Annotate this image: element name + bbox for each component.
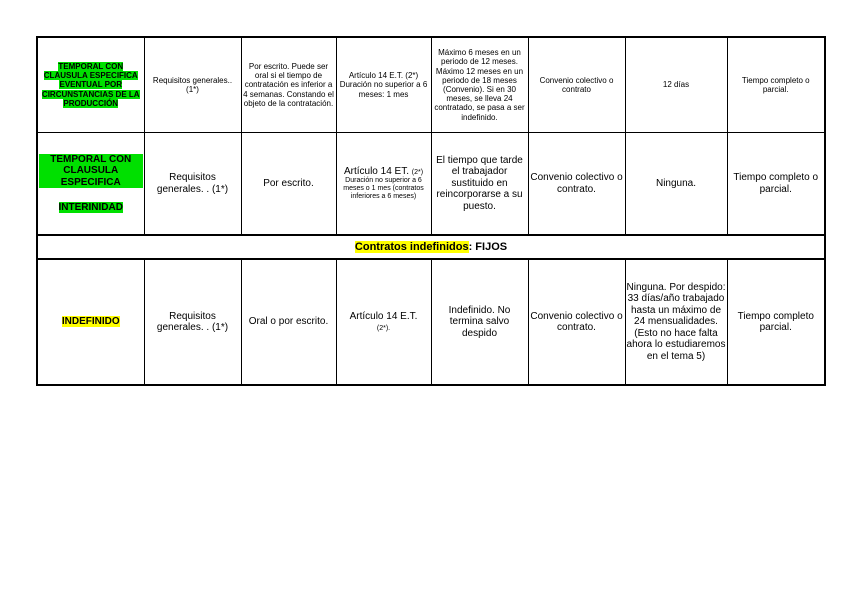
- contract-type-cell: [37, 133, 144, 236]
- contract-type-cell: [37, 37, 144, 133]
- articulo-main: Artículo 14 E.T.: [349, 310, 418, 322]
- convenio-cell: Convenio colectivo o contrato.: [528, 259, 625, 385]
- table-row: [37, 37, 825, 133]
- requisitos-cell: Requisitos generales. . (1*): [144, 133, 241, 236]
- section-highlight: Contratos indefinidos: [354, 240, 469, 253]
- forma-cell: Por escrito. Puede ser oral si el tiempo de contratación es inferior a 4 semanas. Constando el objeto de la contratación.: [241, 37, 336, 133]
- indemnizacion-cell: Ninguna.: [625, 133, 727, 236]
- contracts-table: [36, 36, 826, 386]
- table-row: [37, 259, 825, 385]
- jornada-cell: Tiempo completo o parcial.: [727, 133, 825, 236]
- articulo-note: (2*).: [376, 325, 391, 332]
- convenio-cell: Convenio colectivo o contrato: [528, 37, 625, 133]
- duracion-cell: El tiempo que tarde el trabajador sustituido en reincorporarse a su puesto.: [431, 133, 528, 236]
- contract-type-label: INDEFINIDO: [61, 316, 120, 328]
- convenio-cell: Convenio colectivo o contrato.: [528, 133, 625, 236]
- indemnizacion-cell: 12 días: [625, 37, 727, 133]
- indemnizacion-cell: Ninguna. Por despido: 33 días/año trabajado hasta un máximo de 24 mensualidades. (Esto no hace falta ahora lo estudiaremos en el tema 5): [625, 259, 727, 385]
- contract-type-cell: [37, 259, 144, 385]
- contract-subtype-label: INTERINIDAD: [58, 202, 123, 213]
- contract-type-label: TEMPORAL CON CLAUSULA ESPECIFICA EVENTUAL POR CIRCUNSTANCIAS DE LA PRODUCCIÓN: [41, 62, 140, 108]
- section-rest: : FIJOS: [468, 240, 508, 253]
- articulo-detail: Duración no superior a 6 meses o 1 mes (contratos inferiores a 6 meses): [343, 177, 424, 201]
- requisitos-cell: Requisitos generales.. (1*): [144, 37, 241, 133]
- articulo-cell: Artículo 14 E.T. (2*) Duración no superior a 6 meses: 1 mes: [336, 37, 431, 133]
- jornada-cell: Tiempo completo o parcial.: [727, 37, 825, 133]
- section-header: [37, 235, 825, 259]
- requisitos-cell: Requisitos generales. . (1*): [144, 259, 241, 385]
- jornada-cell: Tiempo completo parcial.: [727, 259, 825, 385]
- duracion-cell: Máximo 6 meses en un periodo de 12 meses. Máximo 12 meses en un periodo de 18 meses (Convenio). Si en 30 meses, se lleva 24 contratado, se pasa a ser indefinido.: [431, 37, 528, 133]
- articulo-cell: [336, 259, 431, 385]
- forma-cell: Oral o por escrito.: [241, 259, 336, 385]
- duracion-cell: Indefinido. No termina salvo despido: [431, 259, 528, 385]
- articulo-note: (2*): [411, 168, 424, 176]
- contract-type-label: TEMPORAL CON CLAUSULA ESPECIFICA: [39, 154, 143, 189]
- table-row: [37, 133, 825, 236]
- section-header-row: [37, 235, 825, 259]
- articulo-cell: [336, 133, 431, 236]
- forma-cell: Por escrito.: [241, 133, 336, 236]
- articulo-main: Artículo 14 ET.: [343, 165, 409, 177]
